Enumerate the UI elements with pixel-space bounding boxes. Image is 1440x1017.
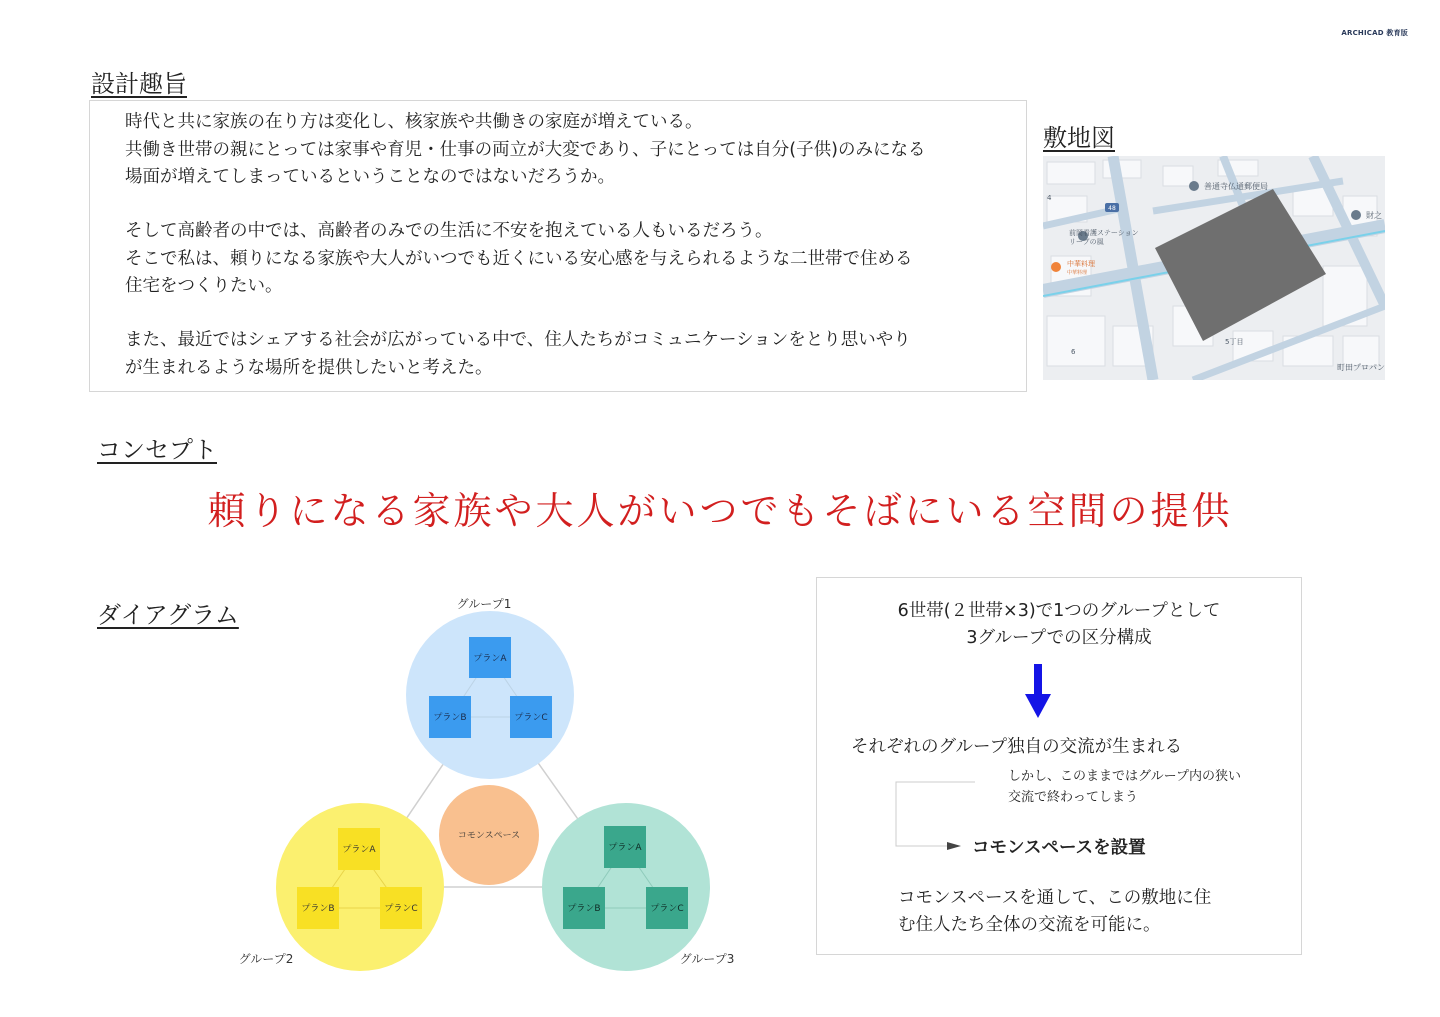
group-1-plan-a-label: プランA — [473, 654, 507, 664]
intent-line-4: そして高齢者の中では、高齢者のみでの生活に不安を抱えている人もいるだろう。 — [125, 221, 773, 241]
group-2-label: グループ2 — [238, 952, 294, 966]
number-6-label: 6 — [1071, 348, 1076, 356]
explanation-result: それぞれのグループ独自の交流が生まれる — [851, 737, 1183, 757]
restaurant-sub-label: 中華料理 — [1067, 270, 1088, 276]
restaurant-label: 中華料理 — [1067, 260, 1095, 268]
site-map-heading: 敷地図 — [1043, 124, 1115, 152]
group-3-label: グループ3 — [679, 952, 735, 966]
care-station-sub-label: リーブの風 — [1069, 238, 1104, 246]
group-1-plan-c-label: プランC — [514, 713, 548, 723]
site-map-graphic — [1043, 156, 1385, 380]
common-space-label: コモンスペース — [457, 831, 521, 841]
explanation-note-1: しかし、このままではグループ内の狭い — [1008, 769, 1241, 784]
intent-line-1: 時代と共に家族の在り方は変化し、核家族や共働きの家庭が増えている。 — [125, 112, 703, 132]
group-2-plan-b-label: プランB — [301, 904, 335, 914]
bracket-arrow-icon — [895, 781, 975, 851]
explanation-note-2: 交流で終わってしまう — [1008, 790, 1138, 805]
design-intent-heading: 設計趣旨 — [91, 70, 187, 98]
number-4-label: 4 — [1047, 194, 1052, 202]
intent-line-2: 共働き世帯の親にとっては家事や育児・仕事の両立が大変であり、子にとっては自分(子供)のみになる — [125, 139, 926, 160]
explanation-action: コモンスペースを設置 — [972, 838, 1146, 858]
diagram-heading: ダイアグラム — [97, 601, 239, 629]
explanation-line-1: 6世帯(２世帯×3)で1つのグループとして — [897, 601, 1221, 621]
post-office-label: 善通寺仏通郵便局 — [1204, 182, 1268, 191]
poi-icon — [1351, 210, 1361, 220]
group-2-plan-c-label: プランC — [384, 904, 418, 914]
post-office-icon — [1189, 181, 1199, 191]
route-number: 48 — [1108, 205, 1116, 212]
explanation-conclusion-2: む住人たち全体の交流を可能に。 — [898, 915, 1161, 935]
concept-statement: 頼りになる家族や大人がいつでもそばにいる空間の提供 — [207, 489, 1233, 533]
intent-line-6: 住宅をつくりたい。 — [125, 276, 283, 296]
intent-line-3: 場面が増えてしまっているということなのではないだろうか。 — [125, 167, 615, 187]
intent-line-8: が生まれるような場所を提供したいと考えた。 — [125, 357, 493, 378]
design-intent-box — [89, 100, 1027, 392]
restaurant-icon — [1051, 262, 1061, 272]
group-1-label: グループ1 — [456, 597, 512, 611]
explanation-box — [816, 577, 1302, 955]
propane-label: 町田プロパン — [1337, 363, 1385, 372]
group-3-plan-a-label: プランA — [608, 843, 642, 853]
explanation-conclusion-1: コモンスペースを通して、この敷地に住 — [898, 888, 1212, 908]
group-2-plan-a-label: プランA — [342, 845, 376, 855]
watermark: ARCHICAD 教育版 — [1341, 29, 1408, 37]
intent-line-5: そこで私は、頼りになる家族や大人がいつでも近くにいる安心感を与えられるような二世帯で住める — [125, 248, 913, 269]
down-arrow-icon — [1023, 664, 1053, 720]
group-1-plan-b-label: プランB — [433, 713, 467, 723]
site-map — [1043, 156, 1385, 380]
block-label: 5丁目 — [1225, 338, 1244, 346]
group-1-circle — [406, 611, 574, 779]
concept-heading: コンセプト — [97, 436, 217, 464]
group-3-plan-c-label: プランC — [650, 904, 684, 914]
intent-line-7: また、最近ではシェアする社会が広がっている中で、住人たちがコミュニケーションをとり思いやり — [125, 330, 911, 350]
explanation-line-2: 3グループでの区分構成 — [966, 628, 1152, 648]
corner-label: 財之 — [1366, 211, 1382, 220]
group-diagram — [220, 590, 760, 980]
care-station-label: 前岡看護ステーション — [1069, 229, 1139, 237]
group-3-plan-b-label: プランB — [567, 904, 601, 914]
